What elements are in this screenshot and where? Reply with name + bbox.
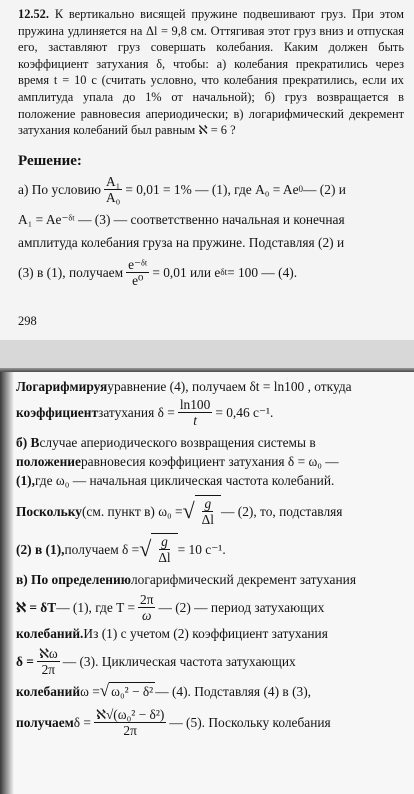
solution-line-1	[18, 174, 404, 205]
line-lead: ℵ = δT	[16, 600, 57, 615]
line-text: затухания δ =	[98, 405, 175, 420]
radical-sign: √	[139, 536, 152, 561]
fraction-numerator: ℵω	[38, 646, 58, 661]
binding-shadow	[0, 372, 14, 794]
text-line-7	[16, 533, 408, 565]
fraction	[178, 397, 213, 428]
problem-text: К вертикально висящей пружине подвешивают груз. При этом пружина удлиняется на Δl = 9,8 см. Оттягивая этот груз вниз и отпуская его, заставляют груз совершать колебания. Каким должен быть коэффициент затухания δ, чтобы: а) колебания прекратились через время t = 10 с (считать условно, что колебания прекратились, если их амплитуда упала до 1% от начальной); б) груз возвращается в положение равновесия апериодически; в) логарифмический декремент затухания колебаний был равным ℵ = 6 ?	[18, 7, 404, 138]
fraction-numerator: A₁	[105, 173, 121, 189]
line-text: (см. пункт в) ω₀ =	[81, 503, 183, 519]
line-suffix: = 10 с⁻¹.	[177, 541, 226, 557]
radicand: ω₀² − δ²	[111, 684, 154, 699]
solution-line-2: A₁ = Ae⁻ᵟᵗ — (3) — соответственно начальная и конечная	[18, 211, 345, 227]
fraction-denominator: ω	[142, 608, 152, 623]
text-line-10	[16, 625, 408, 642]
radicand	[195, 495, 221, 527]
line-lead: б) В	[16, 435, 40, 450]
text-segment: (3) в (1), получаем	[18, 264, 124, 280]
line-lead: δ =	[16, 654, 34, 669]
fraction	[126, 257, 149, 288]
fraction-numerator: ℵ√(ω₀² − δ²)	[95, 707, 165, 722]
line-suffix: = 0,46 с⁻¹.	[215, 405, 274, 420]
text-line-3	[16, 434, 408, 451]
fraction-denominator: 2π	[123, 723, 137, 738]
line-text: уравнение (4), получаем δt = ln100 , откуда	[107, 379, 352, 394]
line-suffix: — (5). Поскольку колебания	[169, 715, 331, 730]
line-lead: Логарифмируя	[16, 379, 108, 394]
text-line-9	[16, 592, 408, 623]
text-line-13	[16, 707, 408, 738]
text-line-11	[16, 646, 408, 677]
line-lead: колебаний.	[16, 626, 84, 641]
line-text: получаем δ =	[64, 541, 140, 557]
line-lead: колебаний	[16, 683, 81, 699]
text-line-1	[16, 378, 408, 395]
line-text: где ω₀ — начальная циклическая частота колебаний.	[34, 473, 335, 488]
line-suffix: — (2), то, подставляя	[221, 503, 343, 519]
fraction-denominator: A₀	[105, 189, 121, 205]
superscript: 0	[298, 183, 304, 194]
square-root	[139, 533, 177, 565]
radical-sign: √	[99, 681, 110, 700]
fraction-numerator: g	[204, 496, 212, 511]
line-lead: в) По определению	[16, 572, 131, 587]
radicand	[151, 533, 177, 565]
problem-number: 12.52.	[18, 7, 49, 21]
fraction	[37, 646, 60, 677]
fraction	[104, 174, 122, 205]
page-number: 298	[18, 314, 37, 328]
fraction-numerator: g	[161, 534, 168, 549]
fraction-denominator: Δl	[158, 550, 171, 565]
text-line-6	[16, 495, 408, 527]
square-root	[100, 681, 155, 701]
fraction-denominator: 2π	[41, 662, 56, 677]
fraction	[138, 592, 155, 623]
text-line-2	[16, 397, 408, 428]
radical-sign: √	[182, 498, 195, 523]
solution-line-4	[18, 257, 404, 288]
fraction	[200, 496, 216, 527]
solution-heading: Решение:	[18, 152, 82, 169]
fraction	[94, 707, 166, 738]
fraction	[156, 534, 172, 565]
text-segment: = 0,01 = 1% — (1), где A₀ = Ae	[125, 181, 299, 197]
line-lead: получаем	[16, 715, 74, 730]
text-line-4	[16, 453, 408, 470]
page-separator	[0, 340, 414, 372]
fraction-denominator: e⁰	[132, 272, 144, 288]
superscript: δt	[220, 266, 228, 277]
line-text: равновесия коэффициент затухания δ = ω₀ —	[80, 454, 339, 469]
line-lead: (2) в (1),	[16, 541, 65, 557]
line-text: ω =	[80, 683, 100, 699]
line-lead: коэффициент	[16, 405, 99, 420]
text-segment: — (2) и	[303, 181, 346, 197]
line-suffix: — (2) — период затухающих	[158, 600, 325, 615]
line-text: случае апериодического возвращения системы в	[39, 435, 316, 450]
square-root	[183, 495, 221, 527]
text-line-5	[16, 472, 408, 489]
line-text: Из (1) с учетом (2) коэффициент затухания	[83, 626, 328, 641]
line-suffix: — (4). Подставляя (4) в (3),	[155, 683, 312, 699]
text-line-8	[16, 571, 408, 588]
line-text: δ =	[73, 715, 91, 730]
top-page	[0, 0, 414, 340]
fraction-numerator: ln100	[179, 397, 211, 412]
line-text: логарифмический декремент затухания	[130, 572, 356, 587]
text-segment: = 100 — (4).	[227, 264, 298, 280]
solution-line-3: амплитуда колебания груза на пружине. Подставляя (2) и	[18, 234, 345, 250]
line-lead: Поскольку	[16, 503, 82, 519]
text-segment: а) По условию	[18, 181, 101, 197]
text-segment: = 0,01 или e	[152, 264, 221, 280]
line-text: — (1), где T =	[56, 600, 136, 615]
fraction-denominator: t	[193, 413, 197, 428]
fraction-denominator: Δl	[201, 512, 214, 527]
fraction-numerator: e⁻ᵟᵗ	[128, 256, 148, 272]
bottom-page	[0, 372, 414, 794]
fraction-numerator: 2π	[140, 592, 154, 607]
problem-statement	[18, 6, 404, 139]
line-lead: положение	[16, 454, 81, 469]
line-suffix: — (3). Циклическая частота затухающих	[62, 654, 296, 669]
line-lead: (1),	[16, 473, 35, 488]
text-line-12	[16, 681, 408, 701]
